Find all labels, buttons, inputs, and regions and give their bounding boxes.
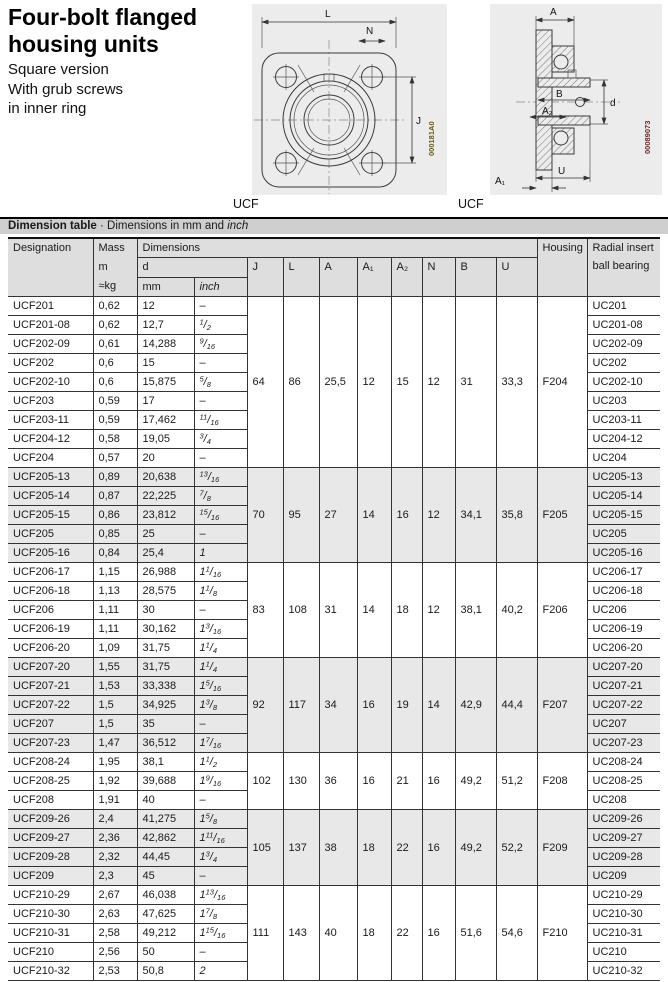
shared-U-cell: 33,3 [496,297,537,468]
table-row [8,753,660,772]
shared-L-cell: 86 [283,297,319,468]
shared-U-cell: 52,2 [496,810,537,886]
header-col-A₂: A₂ [391,258,422,297]
d-mm-cell: 15 [137,354,194,373]
insert-cell: UC208-24 [587,753,660,772]
shared-N-cell: 12 [422,297,455,468]
page-title-line2: housing units [8,31,159,57]
insert-cell: UC206-19 [587,620,660,639]
insert-cell: UC207-22 [587,696,660,715]
d-mm-cell: 39,688 [137,772,194,791]
shared-N-cell: 14 [422,658,455,753]
header-d: d [137,258,247,278]
mass-cell: 2,63 [93,905,137,924]
designation-cell: UCF208-24 [8,753,93,772]
insert-cell: UC209-26 [587,810,660,829]
d-inch-cell: $^7/_8$ [194,487,247,506]
designation-cell: UCF201 [8,297,93,316]
designation-cell: UCF205-16 [8,544,93,563]
d-inch-cell: $^3/_4$ [194,430,247,449]
insert-cell: UC206-17 [587,563,660,582]
d-inch-cell: – [194,601,247,620]
d-mm-cell: 26,988 [137,563,194,582]
section-view-svg [490,4,662,195]
header-mass: Mass m ≈kg [93,238,137,297]
housing-cell: F209 [537,810,587,886]
d-inch-cell: $^{13}/_{16}$ [194,468,247,487]
bar-inch: inch [227,220,249,232]
bar-mid: · Dimensions in mm and [96,220,228,232]
housing-cell: F210 [537,886,587,981]
shared-J-cell: 92 [247,658,283,753]
insert-cell: UC208 [587,791,660,810]
d-inch-cell: $1^{13}/_{16}$ [194,886,247,905]
header-col-A: A [319,258,357,297]
insert-cell: UC210-32 [587,962,660,981]
shared-A₂-cell: 19 [391,658,422,753]
mass-cell: 0,6 [93,354,137,373]
designation-cell: UCF210-30 [8,905,93,924]
d-inch-cell: – [194,525,247,544]
shared-B-cell: 31 [455,297,496,468]
d-mm-cell: 28,575 [137,582,194,601]
mass-cell: 0,6 [93,373,137,392]
d-mm-cell: 46,038 [137,886,194,905]
table-row [8,658,660,677]
shared-J-cell: 64 [247,297,283,468]
mass-cell: 1,5 [93,715,137,734]
shared-N-cell: 16 [422,886,455,981]
shared-L-cell: 143 [283,886,319,981]
d-inch-cell: $1^1/_2$ [194,753,247,772]
shared-A₂-cell: 22 [391,810,422,886]
d-mm-cell: 23,812 [137,506,194,525]
d-inch-cell: $1^1/_4$ [194,658,247,677]
d-mm-cell: 12 [137,297,194,316]
shared-J-cell: 105 [247,810,283,886]
designation-cell: UCF206 [8,601,93,620]
d-inch-cell: – [194,715,247,734]
shared-U-cell: 35,8 [496,468,537,563]
d-inch-cell: – [194,791,247,810]
designation-cell: UCF205-15 [8,506,93,525]
d-mm-cell: 12,7 [137,316,194,335]
d-inch-cell: 2 [194,962,247,981]
d-mm-cell: 31,75 [137,639,194,658]
header-col-N: N [422,258,455,297]
mass-cell: 1,11 [93,601,137,620]
dim-label-A2: A₂ [542,106,553,117]
designation-cell: UCF210-29 [8,886,93,905]
insert-cell: UC207-23 [587,734,660,753]
designation-cell: UCF206-20 [8,639,93,658]
insert-cell: UC201-08 [587,316,660,335]
header-designation: Designation [8,238,93,297]
header-inch: inch [194,278,247,297]
housing-cell: F204 [537,297,587,468]
dim-label-U: U [558,166,566,177]
front-view-svg [252,4,447,195]
shared-N-cell: 12 [422,563,455,658]
mass-cell: 1,92 [93,772,137,791]
d-mm-cell: 19,05 [137,430,194,449]
designation-cell: UCF209-26 [8,810,93,829]
insert-cell: UC207-21 [587,677,660,696]
mass-cell: 2,3 [93,867,137,886]
d-inch-cell: 1 [194,544,247,563]
insert-cell: UC206-18 [587,582,660,601]
d-mm-cell: 35 [137,715,194,734]
d-inch-cell: $1^1/_{16}$ [194,563,247,582]
d-mm-cell: 15,875 [137,373,194,392]
designation-cell: UCF210-32 [8,962,93,981]
designation-cell: UCF202-10 [8,373,93,392]
insert-cell: UC207 [587,715,660,734]
d-inch-cell: $1^5/_{16}$ [194,677,247,696]
mass-cell: 0,59 [93,411,137,430]
table-row [8,468,660,487]
shared-L-cell: 108 [283,563,319,658]
mass-cell: 2,67 [93,886,137,905]
table-row [8,886,660,905]
figure-caption-left: UCF [233,197,259,211]
designation-cell: UCF206-17 [8,563,93,582]
mass-cell: 0,61 [93,335,137,354]
header-col-B: B [455,258,496,297]
shared-J-cell: 102 [247,753,283,810]
designation-cell: UCF202-09 [8,335,93,354]
header-col-U: U [496,258,537,297]
d-mm-cell: 45 [137,867,194,886]
shared-L-cell: 95 [283,468,319,563]
insert-cell: UC203 [587,392,660,411]
d-mm-cell: 44,45 [137,848,194,867]
designation-cell: UCF208-25 [8,772,93,791]
shared-A₂-cell: 16 [391,468,422,563]
shared-B-cell: 42,9 [455,658,496,753]
shared-A-cell: 27 [319,468,357,563]
insert-cell: UC202-10 [587,373,660,392]
d-inch-cell: $1^5/_8$ [194,810,247,829]
d-inch-cell: $1^7/_{16}$ [194,734,247,753]
header-col-J: J [247,258,283,297]
shared-U-cell: 40,2 [496,563,537,658]
table-row [8,297,660,316]
mass-cell: 0,62 [93,316,137,335]
insert-cell: UC202-09 [587,335,660,354]
shared-A₁-cell: 12 [357,297,391,468]
dimension-table-bar [0,217,668,234]
mass-cell: 1,91 [93,791,137,810]
shared-A₂-cell: 15 [391,297,422,468]
header-col-L: L [283,258,319,297]
front-view-drawing [252,4,447,195]
shared-B-cell: 49,2 [455,753,496,810]
designation-cell: UCF204 [8,449,93,468]
shared-A-cell: 36 [319,753,357,810]
shared-B-cell: 38,1 [455,563,496,658]
d-inch-cell: $1^3/_4$ [194,848,247,867]
d-inch-cell: $1^3/_{16}$ [194,620,247,639]
table-header [8,238,660,297]
shared-N-cell: 16 [422,753,455,810]
table-body [8,297,660,981]
section-view-drawing [490,4,662,195]
housing-cell: F208 [537,753,587,810]
d-mm-cell: 25,4 [137,544,194,563]
insert-cell: UC210-29 [587,886,660,905]
d-inch-cell: – [194,449,247,468]
subtitle-line: Square version [8,61,109,78]
shared-U-cell: 51,2 [496,753,537,810]
shared-L-cell: 137 [283,810,319,886]
insert-cell: UC206-20 [587,639,660,658]
mass-cell: 0,62 [93,297,137,316]
shared-L-cell: 117 [283,658,319,753]
subtitle-line: With grub screws [8,80,124,98]
mass-cell: 0,87 [93,487,137,506]
table-row [8,563,660,582]
d-inch-cell: – [194,392,247,411]
shared-J-cell: 83 [247,563,283,658]
designation-cell: UCF205-14 [8,487,93,506]
dimension-table [8,237,660,981]
mass-cell: 0,59 [93,392,137,411]
insert-cell: UC207-20 [587,658,660,677]
mass-cell: 1,5 [93,696,137,715]
d-inch-cell: $^9/_{16}$ [194,335,247,354]
d-mm-cell: 40 [137,791,194,810]
dim-label-J: J [416,116,421,127]
figure-code-left: 000181A0 [427,121,436,156]
d-mm-cell: 17 [137,392,194,411]
shared-A₂-cell: 22 [391,886,422,981]
header-housing: Housing [537,238,587,297]
designation-cell: UCF206-18 [8,582,93,601]
designation-cell: UCF210 [8,943,93,962]
shared-A₁-cell: 16 [357,658,391,753]
shared-B-cell: 51,6 [455,886,496,981]
d-inch-cell: $1^9/_{16}$ [194,772,247,791]
d-mm-cell: 30,162 [137,620,194,639]
figure-code-right: 00089073 [643,120,652,154]
d-inch-cell: – [194,867,247,886]
shared-U-cell: 54,6 [496,886,537,981]
shared-B-cell: 49,2 [455,810,496,886]
d-inch-cell: $^1/_2$ [194,316,247,335]
mass-cell: 0,85 [93,525,137,544]
designation-cell: UCF206-19 [8,620,93,639]
dim-label-N: N [366,26,374,37]
mass-cell: 1,11 [93,620,137,639]
shared-A₂-cell: 18 [391,563,422,658]
mass-cell: 1,15 [93,563,137,582]
designation-cell: UCF207-22 [8,696,93,715]
designation-cell: UCF209 [8,867,93,886]
d-inch-cell: – [194,354,247,373]
d-inch-cell: $1^1/_8$ [194,582,247,601]
designation-cell: UCF208 [8,791,93,810]
insert-cell: UC204 [587,449,660,468]
d-inch-cell: $1^7/_8$ [194,905,247,924]
header-dimensions: Dimensions [137,238,537,258]
insert-cell: UC204-12 [587,430,660,449]
d-inch-cell: $1^{15}/_{16}$ [194,924,247,943]
d-mm-cell: 22,225 [137,487,194,506]
dim-label-L: L [325,9,331,20]
shared-A₁-cell: 14 [357,563,391,658]
header-radial-insert: Radial insert ball bearing [587,238,660,297]
dim-label-d: d [610,98,616,109]
d-mm-cell: 42,862 [137,829,194,848]
shared-A-cell: 25,5 [319,297,357,468]
designation-cell: UCF209-27 [8,829,93,848]
mass-cell: 2,36 [93,829,137,848]
d-inch-cell: – [194,943,247,962]
shared-A-cell: 38 [319,810,357,886]
page-title [8,4,197,58]
insert-cell: UC205-15 [587,506,660,525]
designation-cell: UCF207-23 [8,734,93,753]
page-title-line1: Four-bolt flanged [8,4,198,30]
insert-cell: UC210 [587,943,660,962]
insert-cell: UC210-30 [587,905,660,924]
insert-cell: UC206 [587,601,660,620]
bar-title: Dimension table [8,220,97,232]
designation-cell: UCF201-08 [8,316,93,335]
d-mm-cell: 47,625 [137,905,194,924]
mass-cell: 2,4 [93,810,137,829]
designation-cell: UCF207-21 [8,677,93,696]
shared-J-cell: 70 [247,468,283,563]
d-inch-cell: $1^3/_8$ [194,696,247,715]
d-mm-cell: 34,925 [137,696,194,715]
insert-cell: UC205 [587,525,660,544]
d-mm-cell: 25 [137,525,194,544]
d-mm-cell: 14,288 [137,335,194,354]
housing-cell: F207 [537,658,587,753]
d-mm-cell: 50,8 [137,962,194,981]
mass-cell: 1,13 [93,582,137,601]
mass-cell: 2,56 [93,943,137,962]
shared-A₁-cell: 18 [357,886,391,981]
mass-cell: 0,84 [93,544,137,563]
designation-cell: UCF205 [8,525,93,544]
mass-cell: 1,09 [93,639,137,658]
d-mm-cell: 38,1 [137,753,194,772]
d-inch-cell: $1^1/_4$ [194,639,247,658]
d-inch-cell: $^{15}/_{16}$ [194,506,247,525]
shared-A₁-cell: 18 [357,810,391,886]
mass-cell: 0,57 [93,449,137,468]
shared-L-cell: 130 [283,753,319,810]
figure-caption-right: UCF [458,197,484,211]
shared-A₁-cell: 14 [357,468,391,563]
insert-cell: UC205-16 [587,544,660,563]
housing-cell: F206 [537,563,587,658]
d-mm-cell: 20,638 [137,468,194,487]
insert-cell: UC201 [587,297,660,316]
d-mm-cell: 36,512 [137,734,194,753]
page-subtitle [8,60,123,119]
shared-U-cell: 44,4 [496,658,537,753]
designation-cell: UCF203-11 [8,411,93,430]
shared-A₁-cell: 16 [357,753,391,810]
designation-cell: UCF207 [8,715,93,734]
mass-cell: 1,95 [93,753,137,772]
designation-cell: UCF209-28 [8,848,93,867]
shared-A-cell: 34 [319,658,357,753]
mass-cell: 0,58 [93,430,137,449]
table-row [8,810,660,829]
shared-B-cell: 34,1 [455,468,496,563]
insert-cell: UC209-28 [587,848,660,867]
designation-cell: UCF204-12 [8,430,93,449]
dim-label-A1: A₁ [495,176,506,187]
insert-cell: UC205-13 [587,468,660,487]
mass-cell: 2,32 [93,848,137,867]
header-col-A₁: A₁ [357,258,391,297]
insert-cell: UC209 [587,867,660,886]
shared-N-cell: 12 [422,468,455,563]
designation-cell: UCF210-31 [8,924,93,943]
header-mm: mm [137,278,194,297]
insert-cell: UC208-25 [587,772,660,791]
d-inch-cell: $^{11}/_{16}$ [194,411,247,430]
insert-cell: UC205-14 [587,487,660,506]
d-inch-cell: – [194,297,247,316]
subtitle-line: in inner ring [8,100,87,117]
designation-cell: UCF207-20 [8,658,93,677]
housing-cell: F205 [537,468,587,563]
insert-cell: UC202 [587,354,660,373]
d-mm-cell: 50 [137,943,194,962]
insert-cell: UC203-11 [587,411,660,430]
d-mm-cell: 49,212 [137,924,194,943]
d-mm-cell: 17,462 [137,411,194,430]
d-mm-cell: 31,75 [137,658,194,677]
mass-cell: 2,58 [93,924,137,943]
shared-A-cell: 31 [319,563,357,658]
mass-cell: 0,89 [93,468,137,487]
d-mm-cell: 41,275 [137,810,194,829]
designation-cell: UCF205-13 [8,468,93,487]
d-mm-cell: 20 [137,449,194,468]
d-mm-cell: 33,338 [137,677,194,696]
dim-label-B: B [556,89,563,100]
insert-cell: UC210-31 [587,924,660,943]
mass-cell: 2,53 [93,962,137,981]
shared-A₂-cell: 21 [391,753,422,810]
designation-cell: UCF202 [8,354,93,373]
mass-cell: 1,53 [93,677,137,696]
dim-label-A: A [550,7,557,18]
insert-cell: UC209-27 [587,829,660,848]
shared-N-cell: 16 [422,810,455,886]
mass-cell: 1,47 [93,734,137,753]
shared-A-cell: 40 [319,886,357,981]
d-inch-cell: $1^{11}/_{16}$ [194,829,247,848]
d-mm-cell: 30 [137,601,194,620]
designation-cell: UCF203 [8,392,93,411]
d-inch-cell: $^5/_8$ [194,373,247,392]
mass-cell: 0,86 [93,506,137,525]
mass-cell: 1,55 [93,658,137,677]
shared-J-cell: 111 [247,886,283,981]
